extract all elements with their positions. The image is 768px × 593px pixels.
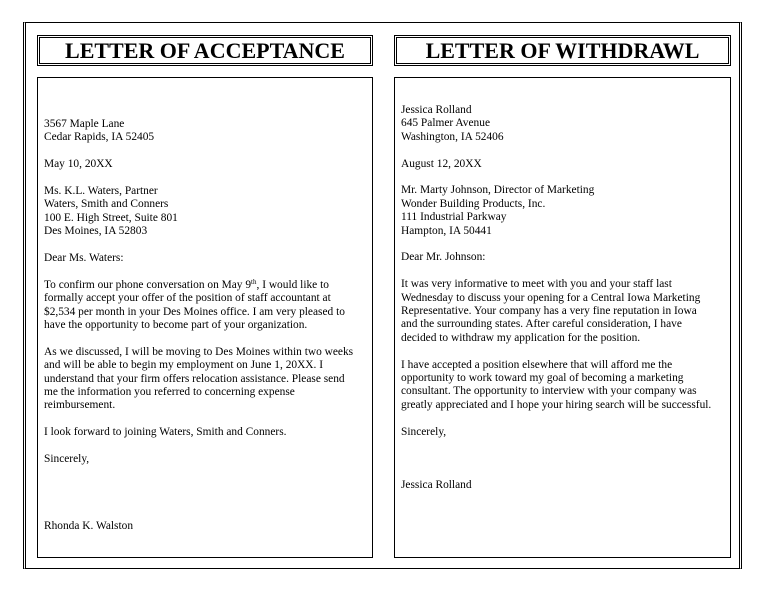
paragraph-line: I have accepted a position elsewhere that will afford me the: [401, 358, 673, 371]
paragraph-line: Wednesday to discuss your opening for a Central Iowa Marketing: [401, 291, 701, 304]
paragraph-line: decided to withdraw my application for the position.: [401, 331, 641, 344]
acceptance-title: LETTER OF ACCEPTANCE: [37, 35, 373, 66]
withdrawal-title: LETTER OF WITHDRAWL: [394, 35, 731, 66]
letter-date: August 12, 20XX: [401, 157, 482, 170]
body-paragraph: I look forward to joining Waters, Smith and Conners.: [44, 426, 287, 439]
address-line: Hampton, IA 50441: [401, 224, 492, 237]
recipient-address: [44, 185, 353, 239]
signature-space: [44, 480, 353, 520]
address-line: Des Moines, IA 52803: [44, 225, 148, 238]
address-line: 3567 Maple Lane: [44, 118, 125, 130]
paragraph-line: understand that your firm offers relocation assistance. Please send: [44, 372, 345, 385]
sender-address: [401, 104, 711, 144]
sender-address: [44, 118, 353, 145]
address-line: Wonder Building Products, Inc.: [401, 197, 546, 210]
paragraph-line: and will be able to begin my employment on June 1, 20XX. I: [44, 359, 324, 372]
body-paragraph: [401, 359, 711, 413]
address-line: Jessica Rolland: [401, 104, 472, 116]
paragraph-line: It was very informative to meet with you and your staff last: [401, 278, 672, 291]
signature-name: Jessica Rolland: [401, 479, 472, 492]
address-line: Mr. Marty Johnson, Director of Marketing: [401, 184, 595, 197]
acceptance-letter: [44, 118, 353, 533]
address-line: 111 Industrial Parkway: [401, 211, 507, 224]
paragraph-line: Representative. Your company has a very fine reputation in Iowa: [401, 305, 697, 318]
paragraph-line: greatly appreciated and I hope your hiring search will be successful.: [401, 398, 712, 411]
withdrawal-letter: [401, 104, 711, 493]
recipient-address: [401, 184, 711, 238]
paragraph-line: and the surrounding states. After careful consideration, I have: [401, 318, 682, 331]
signature-name: Rhonda K. Walston: [44, 519, 134, 532]
address-line: 645 Palmer Avenue: [401, 117, 490, 130]
address-line: Cedar Rapids, IA 52405: [44, 131, 155, 144]
closing: Sincerely,: [44, 453, 90, 466]
paragraph-line: As we discussed, I will be moving to Des Moines within two weeks: [44, 345, 354, 358]
paragraph-line: consultant. The opportunity to interview with your company was: [401, 385, 697, 398]
paragraph-line: formally accept your offer of the position of staff accountant at: [44, 292, 331, 305]
body-paragraph: [44, 346, 353, 413]
address-line: 100 E. High Street, Suite 801: [44, 211, 178, 224]
body-paragraph: [44, 279, 353, 333]
letter-date: May 10, 20XX: [44, 158, 113, 171]
paragraph-line: opportunity to work toward my goal of becoming a marketing: [401, 372, 684, 385]
body-paragraph: [401, 278, 711, 345]
closing: Sincerely,: [401, 425, 447, 438]
paragraph-line: [44, 279, 353, 292]
address-line: Waters, Smith and Conners: [44, 198, 169, 211]
paragraph-line: reimbursement.: [44, 399, 116, 412]
ordinal-superscript: th: [251, 277, 257, 286]
salutation: Dear Ms. Waters:: [44, 252, 124, 265]
text-fragment: , I would like to: [256, 278, 329, 291]
text-fragment: To confirm our phone conversation on May 9: [44, 278, 252, 291]
paragraph-line: have the opportunity to become part of your organization.: [44, 319, 308, 332]
address-line: Ms. K.L. Waters, Partner: [44, 185, 158, 197]
paragraph-line: $2,534 per month in your Des Moines office. I am very pleased to: [44, 305, 345, 318]
signature-space: [401, 452, 711, 479]
paragraph-line: me the information you referred to concerning expense: [44, 386, 295, 399]
address-line: Washington, IA 52406: [401, 130, 504, 143]
salutation: Dear Mr. Johnson:: [401, 251, 486, 264]
